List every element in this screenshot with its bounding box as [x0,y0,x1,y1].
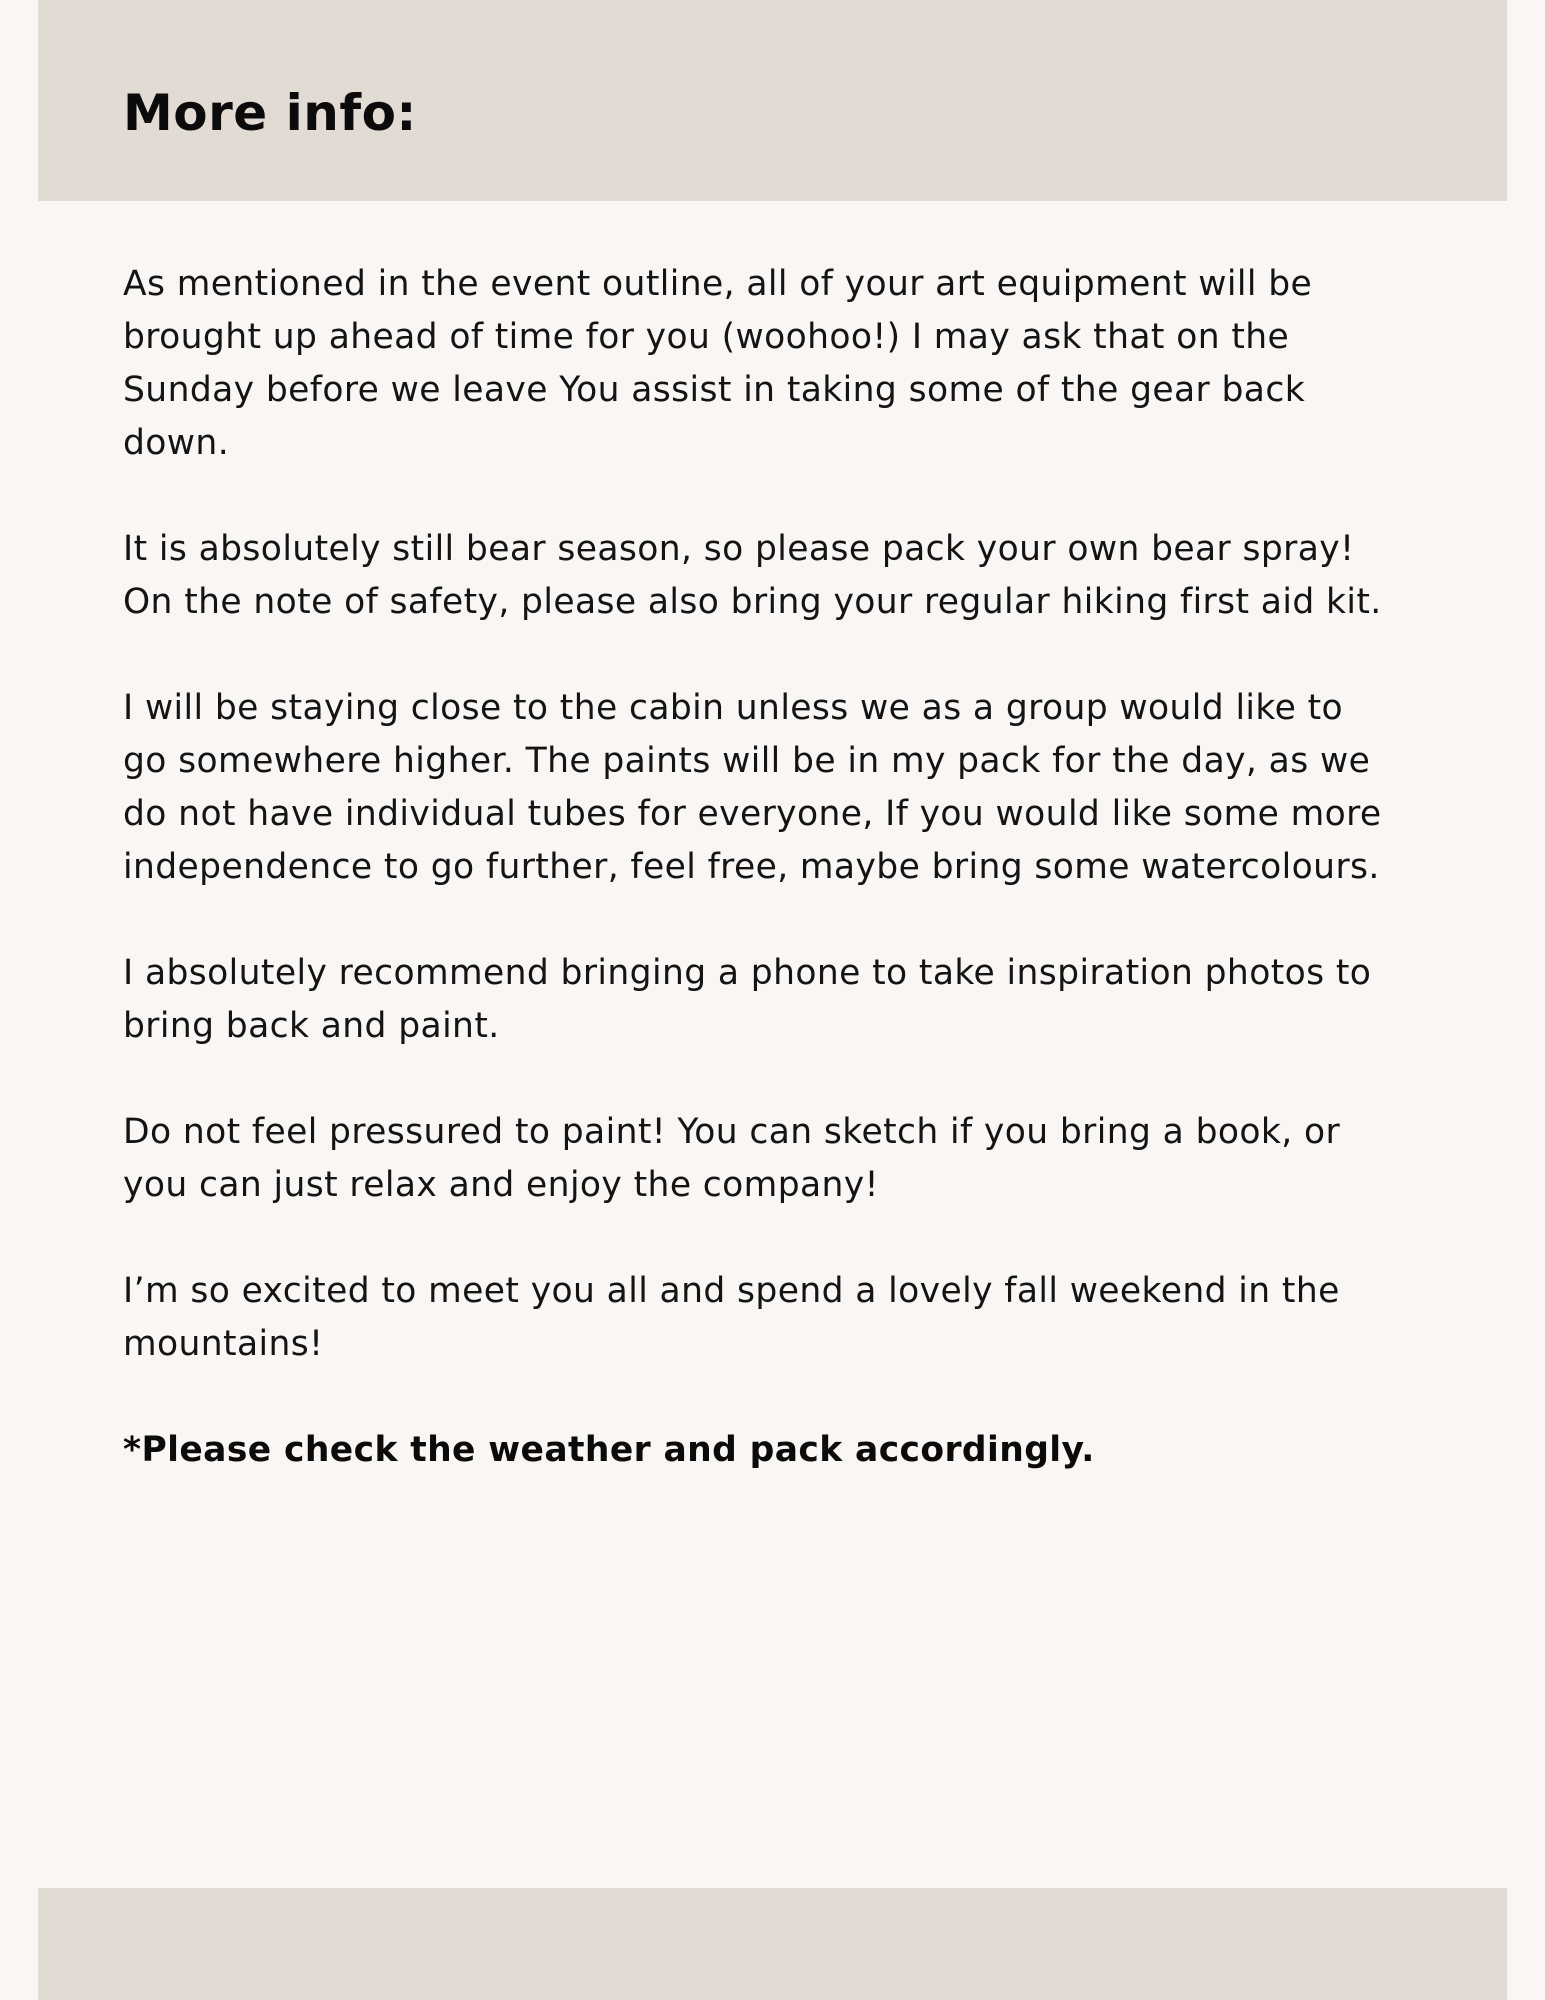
footer-band [38,1888,1507,2000]
body-text [123,258,1393,1530]
paragraph-sketch: Do not feel pressured to paint! You can sketch if you bring a book, or you can just relax and enjoy the company! [123,1112,1341,1205]
paragraph-bear-safety: It is absolutely still bear season, so please pack your own bear spray! On the note of safety, please also bring your regular hiking first aid kit. [123,529,1382,622]
paragraph-excited: I’m so excited to meet you all and spend a lovely fall weekend in the mountains! [123,1271,1340,1364]
page-title: More info: [123,84,417,142]
weather-note: *Please check the weather and pack accordingly. [123,1430,1095,1470]
paragraph-paints: I will be staying close to the cabin unless we as a group would like to go somewhere higher. The paints will be in my pack for the day, as we do not have individual tubes for everyone, If you would like some more independence to go further, feel free, maybe bring some watercolours. [123,688,1382,887]
paragraph-equipment: As mentioned in the event outline, all of your art equipment will be brought up ahead of time for you (woohoo!) I may ask that on the Sunday before we leave You assist in taking some of the gear back down. [123,264,1313,463]
paragraph-phone: I absolutely recommend bringing a phone to take inspiration photos to bring back and paint. [123,953,1372,1046]
